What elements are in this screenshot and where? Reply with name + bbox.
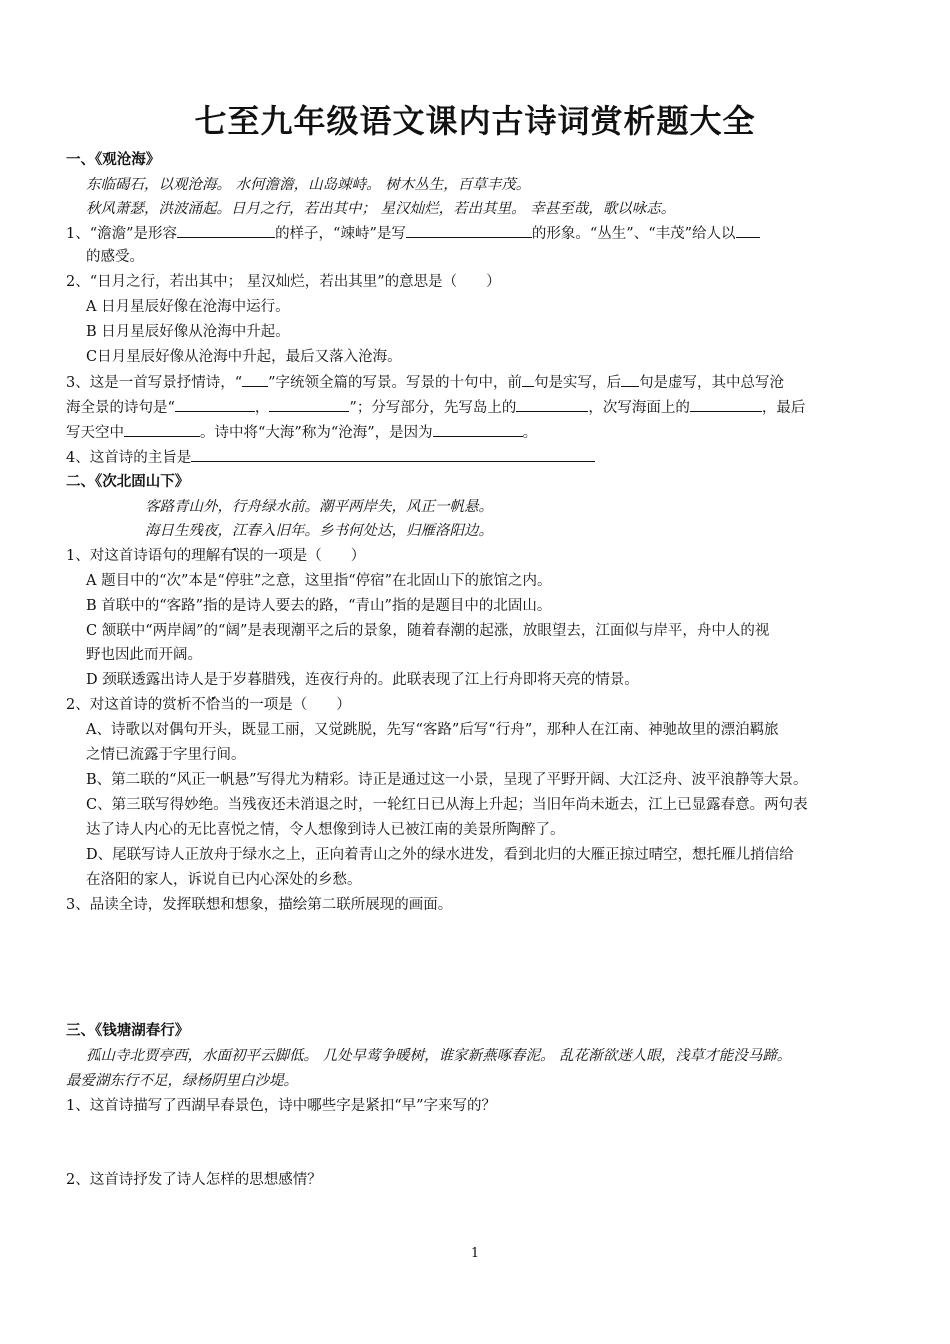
option-c: C日月星辰好像从沧海中升起，最后又落入沧海。	[86, 349, 402, 365]
answer-blank[interactable]	[406, 223, 532, 238]
option-d: D、尾联写诗人正放舟于绿水之上，正向着青山之外的绿水进发，看到北归的大雁正掠过晴空，想托雁儿捎信给	[86, 847, 794, 863]
question-text: 。诗中将“大海”称为“沧海”，是因为	[200, 425, 433, 441]
question-text: 句是实写，后	[534, 375, 622, 391]
question-3-2: 2、这首诗抒发了诗人怎样的思想感情？	[66, 1172, 322, 1188]
option-a: A 题目中的“次”本是“停驻”之意，这里指“停宿”在北固山下的旅馆之内。	[86, 573, 552, 589]
question-text: 的一项是（ ）	[234, 697, 351, 713]
option-c: C 颔联中“两岸阔”的“阔”是表现潮平之后的景象，随着春潮的起涨，放眼望去，江面似与岸平，舟中人的视	[86, 623, 770, 639]
option-a-cont: 之情已流露于字里行间。	[86, 747, 246, 763]
answer-blank[interactable]	[621, 372, 639, 387]
poem-line: 秋风萧瑟，洪波涌起。日月之行，若出其中； 星汉灿烂，若出其里。 幸甚至哉，歌以咏志。	[86, 201, 676, 217]
emphasis-text: 不恰当	[191, 697, 235, 713]
option-d: D 颈联透露出诗人是于岁暮腊残，连夜行舟的。此联表现了江上行舟即将天亮的情景。	[86, 672, 639, 688]
poem-line: 东临碣石，以观沧海。 水何澹澹，山岛竦峙。 树木丛生，百草丰茂。	[86, 177, 531, 193]
question-text: ，最后	[761, 400, 806, 416]
option-b: B 日月星辰好像从沧海中升起。	[86, 324, 290, 340]
section-heading-1: 一、《观沧海》	[66, 152, 161, 168]
question-1-3-cont	[66, 397, 805, 418]
option-b: B、第二联的“风正一帆悬”写得尤为精彩。诗正是通过这一小景，呈现了平野开阔、大江泛舟、波平浪静等大景。	[86, 772, 808, 788]
page-number: 1	[470, 1246, 480, 1261]
answer-blank[interactable]	[242, 372, 268, 387]
answer-blank[interactable]	[433, 422, 523, 437]
question-text: ，	[254, 400, 270, 416]
poem-line: 孤山寺北贾亭西，水面初平云脚低。 几处早莺争暖树，谁家新燕啄春泥。 乱花渐欲迷人眼，浅草才能没马蹄。	[86, 1048, 792, 1064]
question-2-1	[66, 546, 365, 566]
question-text: 的样子，“竦峙”是写	[275, 226, 406, 242]
answer-blank[interactable]	[690, 397, 762, 412]
question-2-3: 3、品读全诗，发挥联想和想象，描绘第二联所展现的画面。	[66, 897, 453, 913]
question-2-2	[66, 695, 351, 715]
answer-blank[interactable]	[516, 397, 588, 412]
question-text: 句是虚写，其中总写沧	[639, 375, 785, 391]
option-a: A、诗歌以对偶句开头，既显工丽，又觉跳脱，先写“客路”后写“行舟”，那种人在江南、神驰故里的漂泊羁旅	[86, 722, 779, 738]
question-text: 3、这是一首写景抒情诗，“	[66, 375, 243, 391]
answer-blank[interactable]	[191, 447, 595, 462]
question-text: 1、对这首诗语句的理解	[66, 548, 221, 564]
question-1-3	[66, 372, 784, 393]
answer-blank[interactable]	[177, 223, 275, 238]
question-text: 4、这首诗的主旨是	[66, 450, 192, 466]
poem-line: 最爱湖东行不足，绿杨阴里白沙堤。	[66, 1073, 298, 1089]
answer-blank[interactable]	[124, 422, 200, 437]
question-text: ，次写海面上的	[588, 400, 690, 416]
question-text: 的感受。	[86, 249, 144, 265]
question-text: 海全景的诗句是“	[66, 400, 175, 416]
emphasis-text: 有误	[220, 548, 250, 564]
question-1-2: 2、“日月之行，若出其中； 星汉灿烂，若出其里”的意思是（ ）	[66, 274, 501, 290]
option-b: B 首联中的“客路”指的是诗人要去的路，“青山”指的是题目中的北固山。	[86, 598, 552, 614]
question-text: ”字统领全篇的写景。写景的十句中，前	[268, 375, 523, 391]
question-3-1: 1、这首诗描写了西湖早春景色，诗中哪些字是紧扣“早”字来写的？	[66, 1098, 497, 1114]
question-text: 的形象。“丛生”、“丰茂”给人以	[531, 226, 736, 242]
question-text: 的一项是（ ）	[249, 548, 366, 564]
poem-line: 客路青山外，行舟绿水前。潮平两岸失，风正一帆悬。	[145, 499, 493, 515]
option-c-cont: 野也因此而开阔。	[86, 647, 202, 663]
question-1-1	[66, 223, 760, 244]
question-text: 。	[522, 425, 538, 441]
answer-blank[interactable]	[736, 223, 760, 238]
section-heading-2: 二、《次北固山下》	[66, 474, 190, 490]
answer-blank[interactable]	[269, 397, 349, 412]
answer-blank[interactable]	[175, 397, 255, 412]
question-text: ”；分写部分，先写岛上的	[349, 400, 517, 416]
option-c: C、第三联写得妙绝。当残夜还未消退之时，一轮红日已从海上升起；当旧年尚未逝去，江上已显露春意。两句表	[86, 797, 808, 813]
page-title: 七至九年级语文课内古诗词赏析题大全	[194, 102, 756, 140]
question-1-4	[66, 447, 595, 468]
question-text: 1、“澹澹”是形容	[66, 226, 178, 242]
question-1-3-cont	[66, 422, 537, 443]
option-d-cont: 在洛阳的家人，诉说自已内心深处的乡愁。	[86, 872, 362, 888]
question-text: 2、对这首诗的赏析	[66, 697, 192, 713]
poem-line: 海日生残夜，江春入旧年。乡书何处达，归雁洛阳边。	[145, 523, 493, 539]
option-c-cont: 达了诗人内心的无比喜悦之情，令人想像到诗人已被江南的美景所陶醉了。	[86, 822, 565, 838]
option-a: A 日月星辰好像在沧海中运行。	[86, 299, 290, 315]
question-text: 写天空中	[66, 425, 124, 441]
section-heading-3: 三、《钱塘湖春行》	[66, 1023, 190, 1039]
answer-blank[interactable]	[522, 372, 534, 387]
